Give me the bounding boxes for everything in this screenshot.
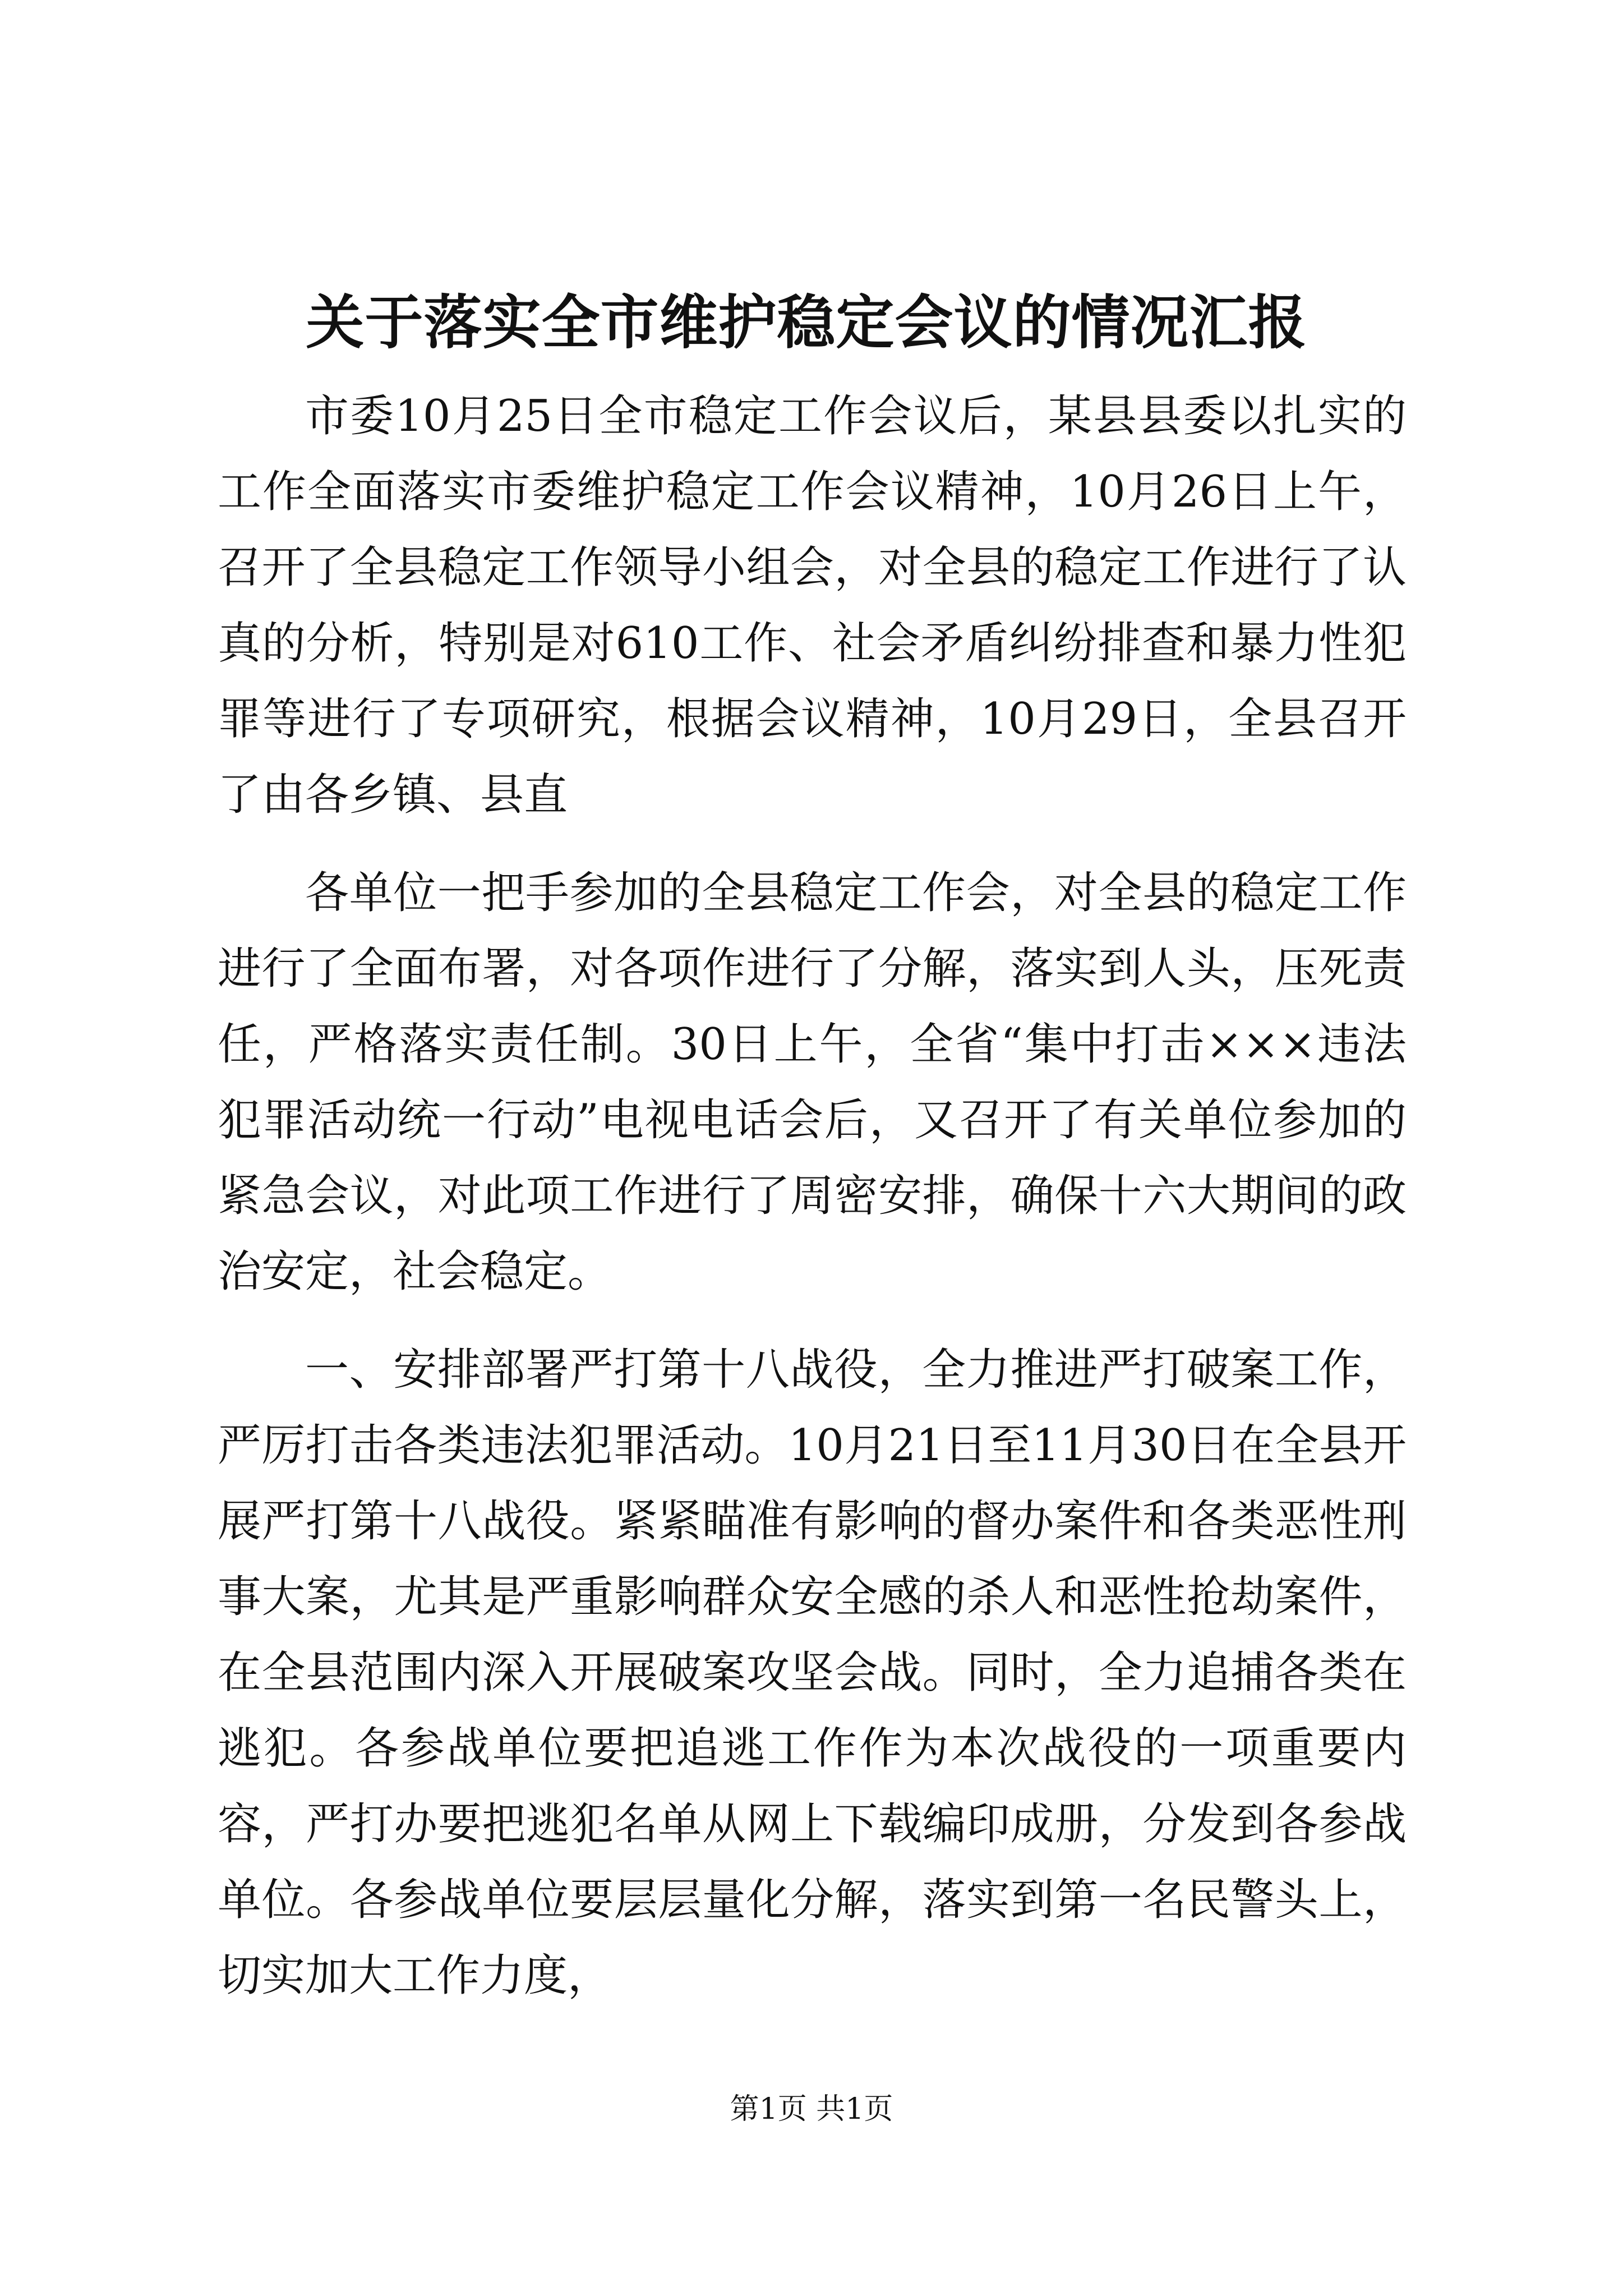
page-footer: 第1页 共1页 [730,2092,893,2126]
paragraph: 各单位一把手参加的全县稳定工作会，对全县的稳定工作进行了全面布署，对各项作进行了分解，落实到人头，压死责任，严格落实责任制。30日上午，全省“集中打击×××违法犯罪活动统一行动”电视电话会后，又召开了有关单位参加的紧急会议，对此项工作进行了周密安排，确保十六大期间的政治安定，社会稳定。 [218,868,1407,1297]
document-title: 关于落实全市维护稳定会议的情况汇报 [306,288,1307,357]
paragraph: 一、安排部署严打第十八战役，全力推进严打破案工作，严厉打击各类违法犯罪活动。10月21日至11月30日在全县开展严打第十八战役。紧紧瞄准有影响的督办案件和各类恶性刑事大案，尤其是严重影响群众安全感的杀人和恶性抢劫案件，在全县范围内深入开展破案攻坚会战。同时，全力追捕各类在逃犯。各参战单位要把追逃工作作为本次战役的一项重要内容，严打办要把逃犯名单从网上下载编印成册，分发到各参战单位。各参战单位要层层量化分解，落实到第一名民警头上，切实加大工作力度， [218,1345,1407,2001]
paragraph: 市委10月25日全市稳定工作会议后，某县县委以扎实的工作全面落实市委维护稳定工作会议精神，10月26日上午，召开了全县稳定工作领导小组会，对全县的稳定工作进行了认真的分析，特别是对610工作、社会矛盾纠纷排查和暴力性犯罪等进行了专项研究，根据会议精神，10月29日，全县召开了由各乡镇、县直 [218,391,1407,820]
document-body [218,379,1407,2036]
